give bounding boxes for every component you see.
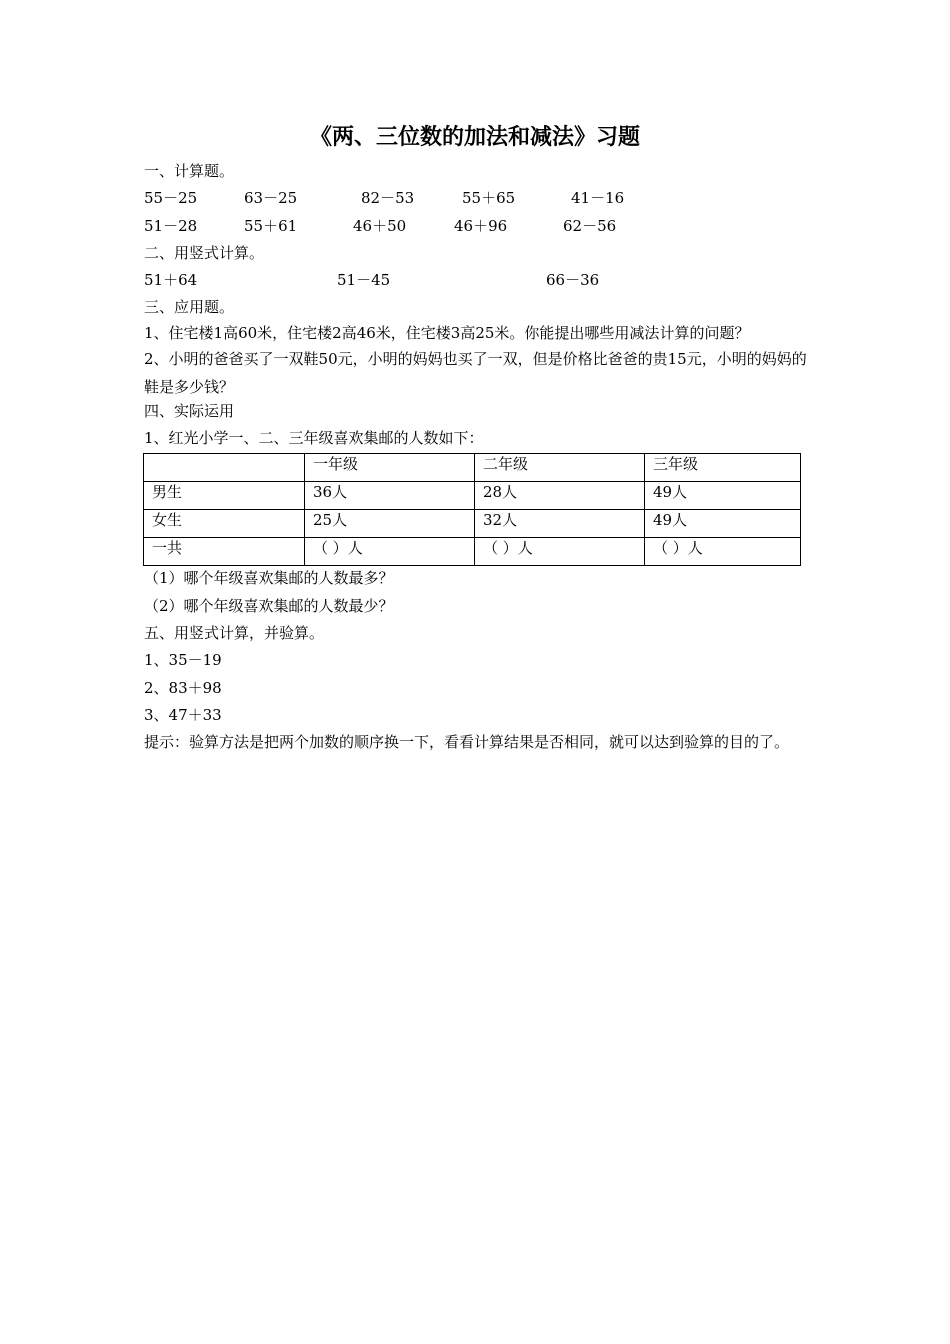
table-cell: 女生 [144,510,305,538]
table-cell: （ ）人 [305,538,475,566]
table-cell: 一共 [144,538,305,566]
table-question-1: （1）哪个年级喜欢集邮的人数最多？ [144,569,394,587]
table-header-cell: 三年级 [645,454,801,482]
table-header-cell [144,454,305,482]
section5-heading: 五、用竖式计算，并验算。 [144,624,325,642]
table-row [144,482,801,510]
hint-text: 提示：验算方法是把两个加数的顺序换一下，看看计算结果是否相同，就可以达到验算的目的了。 [144,733,790,751]
calc-item: 55－25 [144,189,198,207]
word-problem-2: 2、小明的爸爸买了一双鞋50元，小明的妈妈也买了一双，但是价格比爸爸的贵15元，小明的妈妈的鞋是多少钱？ [144,350,807,396]
check-calc-item: 1、35－19 [144,651,222,669]
section4-heading: 四、实际运用 [144,402,235,420]
calc-item: 55＋61 [244,217,298,235]
table-cell: 25人 [305,510,475,538]
calc-item: 46＋50 [353,217,407,235]
table-header-cell: 一年级 [305,454,475,482]
table-cell: （ ）人 [645,538,801,566]
table-cell: 36人 [305,482,475,510]
table-row [144,510,801,538]
table-intro: 1、红光小学一、二、三年级喜欢集邮的人数如下： [144,429,484,447]
vertical-calc-item: 51－45 [337,271,391,289]
stamp-collectors-table [143,453,801,566]
table-header-cell: 二年级 [475,454,645,482]
calc-item: 51－28 [144,217,198,235]
check-calc-item: 3、47＋33 [144,706,222,724]
vertical-calc-item: 51＋64 [144,271,198,289]
table-cell: 49人 [645,482,801,510]
calc-item: 82－53 [361,189,415,207]
calc-item: 62－56 [563,217,617,235]
word-problem-1: 1、住宅楼1高60米，住宅楼2高46米，住宅楼3高25米。你能提出哪些用减法计算的问题？ [144,324,750,342]
calc-item: 41－16 [571,189,625,207]
calc-item: 63－25 [244,189,298,207]
page-title: 《两、三位数的加法和减法》习题 [309,124,640,150]
table-row [144,538,801,566]
calc-item: 55＋65 [462,189,516,207]
table-cell: （ ）人 [475,538,645,566]
section1-heading: 一、计算题。 [144,162,235,180]
table-header-row [144,454,801,482]
table-question-2: （2）哪个年级喜欢集邮的人数最少？ [144,597,394,615]
calc-item: 46＋96 [454,217,508,235]
vertical-calc-item: 66－36 [546,271,600,289]
section3-heading: 三、应用题。 [144,298,235,316]
table-cell: 49人 [645,510,801,538]
table-cell: 32人 [475,510,645,538]
table-cell: 28人 [475,482,645,510]
check-calc-item: 2、83＋98 [144,679,222,697]
table-cell: 男生 [144,482,305,510]
section2-heading: 二、用竖式计算。 [144,244,265,262]
